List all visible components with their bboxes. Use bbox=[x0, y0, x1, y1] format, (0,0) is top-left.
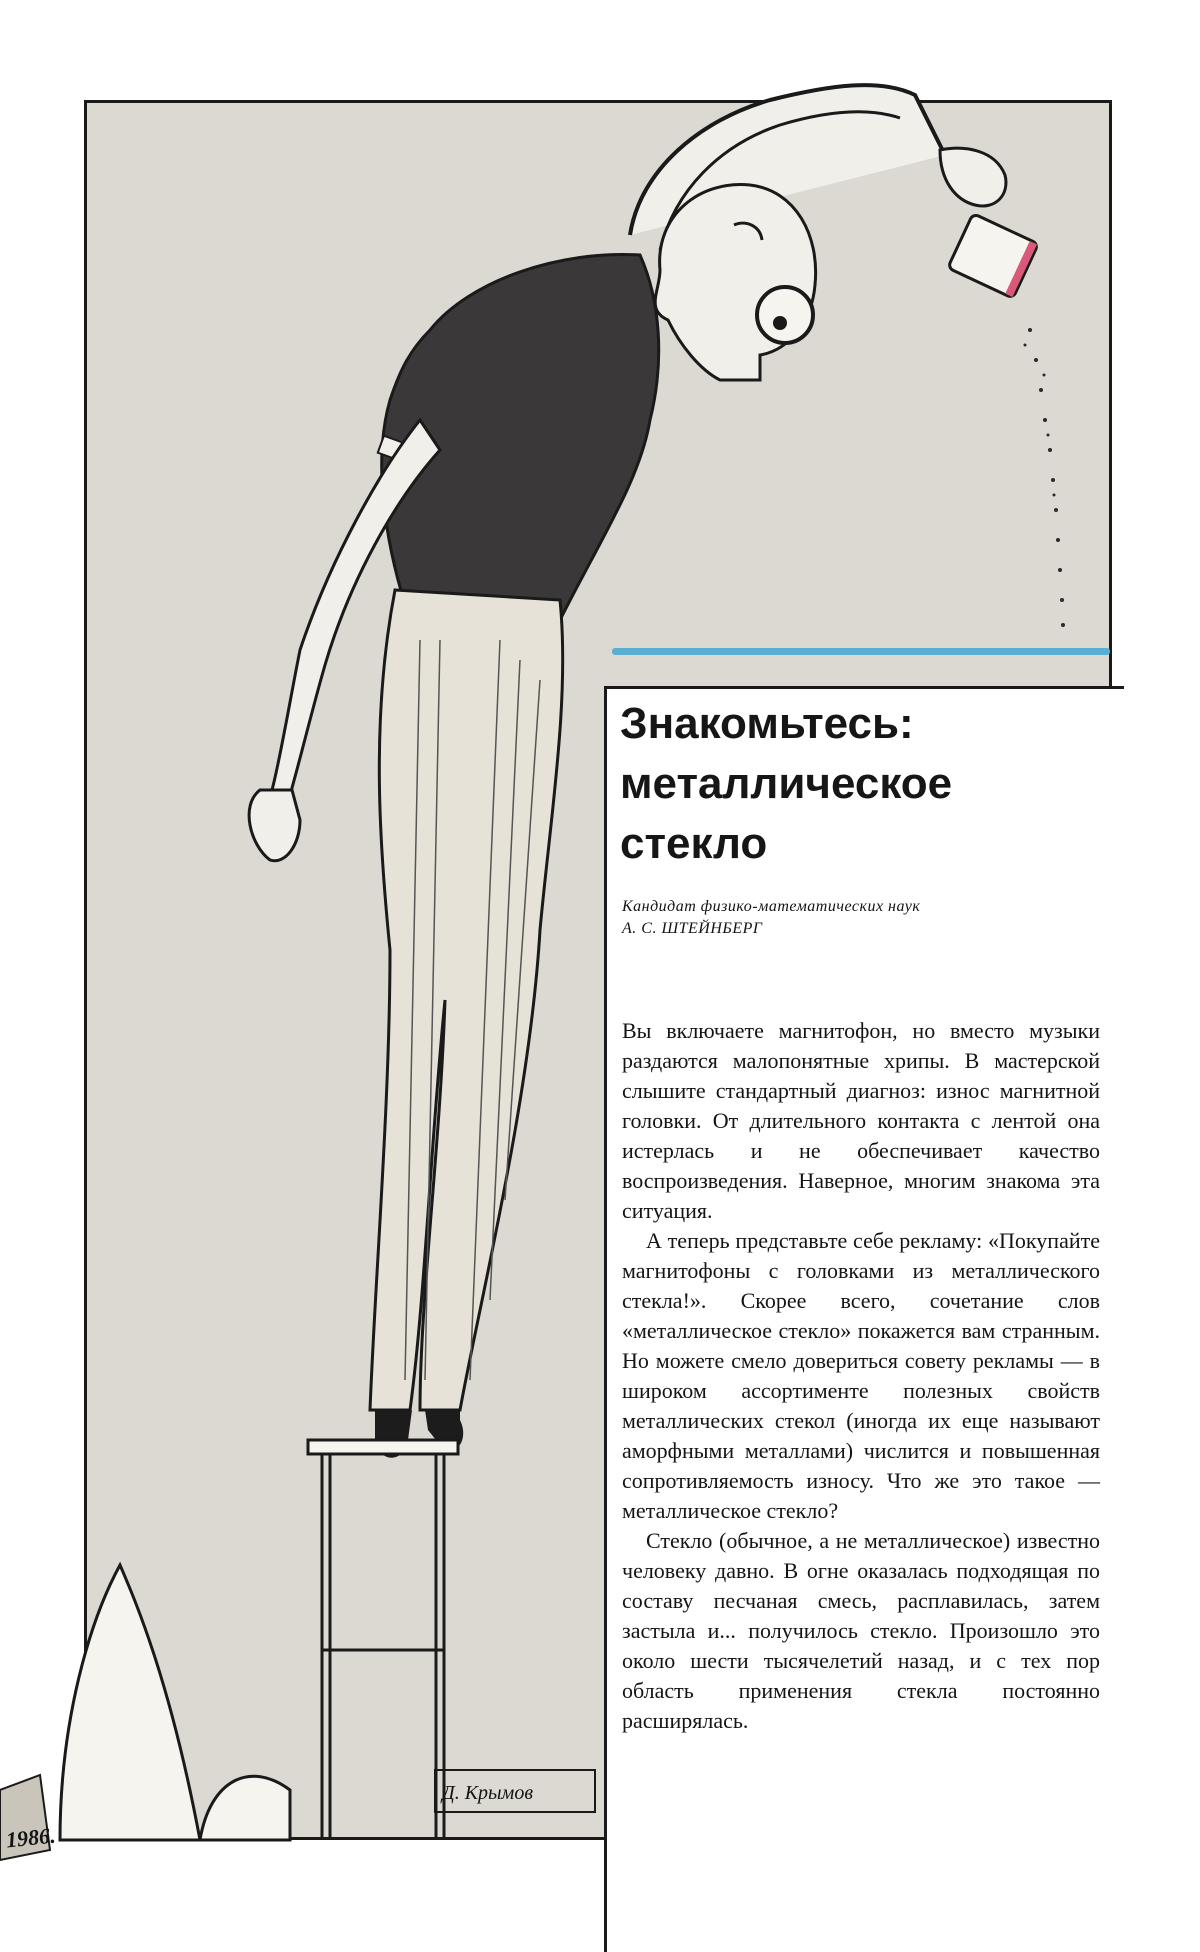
artist-signature: Д. Крымов bbox=[442, 1782, 533, 1804]
pouring-stream bbox=[1024, 328, 1066, 627]
dome bbox=[60, 1565, 200, 1840]
accent-line bbox=[612, 648, 1110, 655]
year-label: 1986. bbox=[4, 1822, 57, 1853]
author-degree: Кандидат физико-математических наук bbox=[622, 898, 921, 915]
paragraph: А теперь представьте себе рекламу: «Покупайте магнитофоны с головками из металлического стекла!». Скорее всего, сочетание слов «металлическое стекло» покажется вам странным. Но можете смело довериться совету рекламы — в широком ассортименте полезных свойств металлических стекол (иногда их еще называют аморфными металлами) числится и повышенная сопротивляемость износу. Что же это такое — металлическое стекло? bbox=[622, 1228, 1100, 1523]
article-body bbox=[622, 1016, 1100, 1736]
head bbox=[655, 185, 815, 380]
cup bbox=[948, 213, 1039, 298]
paragraph: Вы включаете магнитофон, но вместо музыки раздаются малопонятные хрипы. В мастерской слышите стандартный диагноз: износ магнитной головки. От длительного контакта с лентой она истерлась и не обеспечивает качество воспроизведения. Наверное, многим знакома эта ситуация. bbox=[622, 1018, 1100, 1223]
open-hand bbox=[249, 790, 300, 861]
paragraph: Стекло (обычное, а не металлическое) известно человеку давно. В огне оказалась подходящая по составу песчаная смесь, расплавилась, затем застыла и... получилось стекло. Произошло это около шести тысячелетий назад, и с тех пор область применения стекла постоянно расширялась. bbox=[622, 1528, 1100, 1733]
hand bbox=[940, 148, 1006, 206]
article-title: Знакомьтесь: металлическое стекло bbox=[620, 699, 953, 868]
author-block bbox=[622, 896, 1102, 940]
author-name: А. С. ШТЕЙНБЕРГ bbox=[622, 920, 763, 937]
trousers bbox=[370, 590, 563, 1410]
glasses-icon bbox=[757, 287, 813, 343]
